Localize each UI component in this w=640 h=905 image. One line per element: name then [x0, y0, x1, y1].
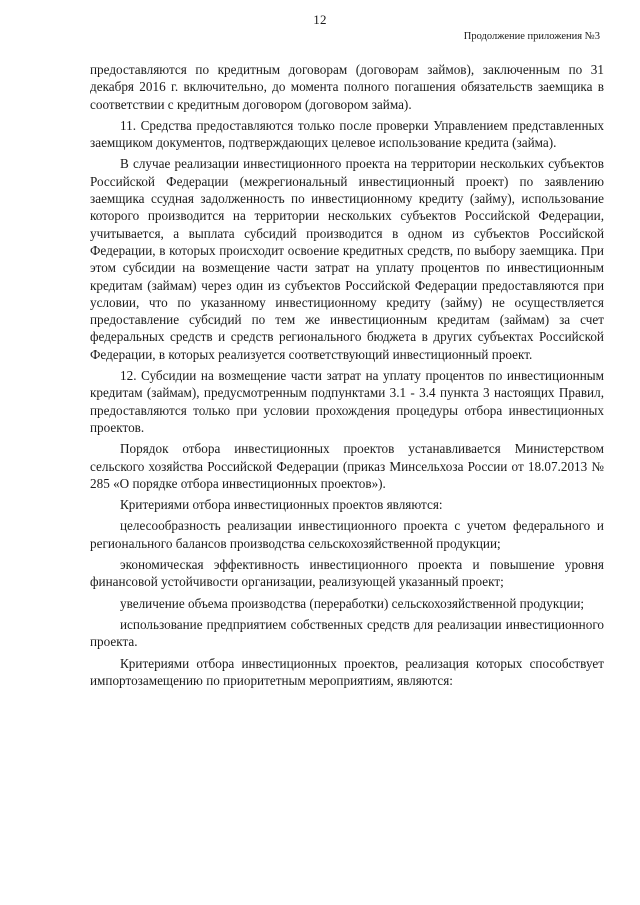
paragraph-criteria-heading: Критериями отбора инвестиционных проектов являются:: [120, 497, 443, 513]
paragraph-selection-procedure: Порядок отбора инвестиционных проектов устанавливается Министерством сельского хозяйства Российской Федерации (приказ Минсельхоза России от 18.07.2013 № 285 «О порядке отбора инвестиционных проектов»).: [90, 441, 604, 491]
page-number: 12: [313, 12, 327, 27]
paragraph-interregional-project: В случае реализации инвестиционного проекта на территории нескольких субъектов Российской Федерации (межрегиональный инвестиционный проект) по заявлению заемщика ссудная задолженность по инвестиционному кредиту (займу), использование которого производится на территории нескольких субъектов Российской Федерации, учитывается, а выплата субсидий производится в одном из субъектов Российской Федерации, в которых происходит освоение кредитных средств, по выбору заемщика. При этом субсидии на возмещение части затрат на уплату процентов по инвестиционным кредитам (займам) через один из субъектов Российской Федерации предоставляются при условии, что по указанному инвестиционному кредиту (займу) не осуществляется предоставление субсидий по тем же инвестиционным кредитам (займам) за счет федеральных средств и средств регионального бюджета в других субъектах Российской Федерации, в которых реализуется соответствующий инвестиционный проект.: [90, 156, 604, 362]
paragraph-criterion-volume: увеличение объема производства (переработки) сельскохозяйственной продукции;: [120, 595, 585, 611]
document-body: [90, 61, 604, 693]
running-header: Продолжение приложения №3: [463, 31, 600, 42]
paragraph-import-substitution-criteria: Критериями отбора инвестиционных проектов, реализация которых способствует импортозамещению по приоритетным мероприятиям, являются:: [90, 655, 604, 688]
paragraph-criterion-own-funds: использование предприятием собственных средств для реализации инвестиционного проекта.: [90, 616, 604, 650]
paragraph-criterion-expediency: целесообразность реализации инвестиционного проекта с учетом федерального и регионального балансов производства сельскохозяйственной продукции;: [90, 518, 604, 551]
paragraph-item-11: 11. Средства предоставляются только после проверки Управлением представленных заемщиком документов, подтверждающих целевое использование кредита (займа).: [90, 117, 604, 151]
paragraph-item-12: 12. Субсидии на возмещение части затрат на уплату процентов по инвестиционным кредитам (займам), предусмотренным подпунктами 3.1 - 3.4 пункта 3 настоящих Правил, предоставляются только при условии прохождения процедуры отбора инвестиционных проектов.: [90, 368, 604, 435]
paragraph-continuation: предоставляются по кредитным договорам (договорам займов), заключенным по 31 декабря 2016 г. включительно, до момента полного погашения обязательств заемщика в соответствии с кредитным договором (договором займа).: [90, 62, 604, 112]
paragraph-criterion-efficiency: экономическая эффективность инвестиционного проекта и повышение уровня финансовой устойчивости организации, реализующей указанный проект;: [90, 557, 604, 590]
